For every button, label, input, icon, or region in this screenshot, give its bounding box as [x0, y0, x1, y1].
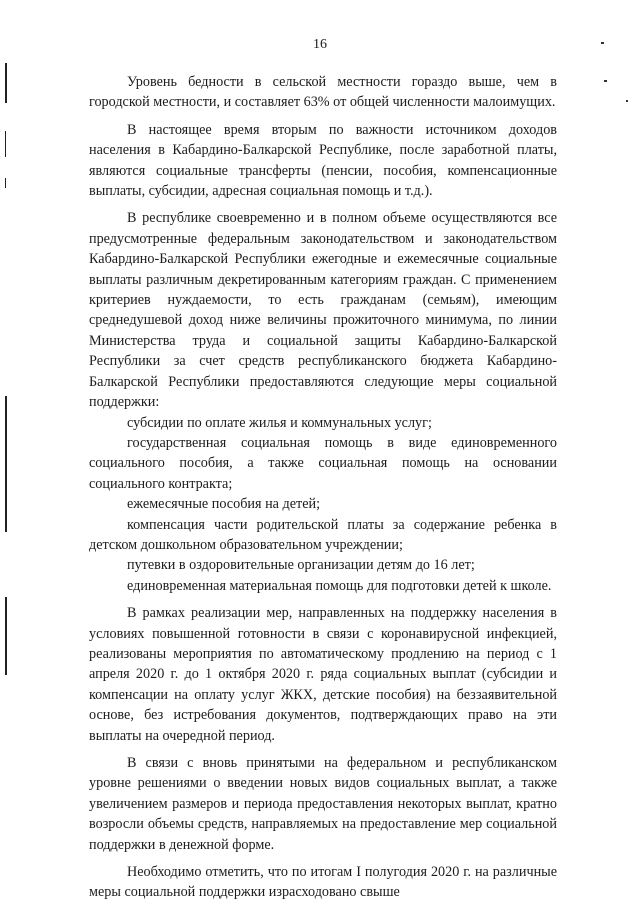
scan-mark-left-middle [5, 131, 6, 157]
document-body [89, 71, 557, 903]
scan-mark-left-small [5, 178, 6, 188]
paragraph-coronavirus-measures: В рамках реализации мер, направленных на поддержку населения в условиях повышенной готовности в связи с коронавирусной инфекцией, реализованы мероприятия по автоматическому продлению на период с 1 апреля 2020 г. до 1 октября 2020 г. ряда социальных выплат (субсидии и компенсации на оплату услуг ЖКХ, детские пособия) на беззаявительной основе, без истребования документов, подтверждающих право на эти выплаты на очередной период. [89, 605, 557, 744]
paragraph-poverty-level: Уровень бедности в сельской местности гораздо выше, чем в городской местности, и составляет 63% от общей численности малоимущих. [89, 74, 557, 111]
list-item-state-social-aid: государственная социальная помощь в виде единовременного социального пособия, а также социальная помощь на основании социального контракта; [89, 434, 557, 492]
scan-dot-top-right [601, 42, 604, 44]
paragraph-social-payments: В республике своевременно и в полном объеме осуществляются все предусмотренные федеральным законодательством и законодательством Кабардино-Балкарской Республики ежегодные и ежемесячные социальные выплаты различным декретированным категориям граждан. С применением критериев нуждаемости, то есть гражданам (семьям), имеющим среднедушевой доход ниже величины прожиточного минимума, по линии Министерства труда и социальной защиты Кабардино-Балкарской Республики за счет средств республиканского бюджета Кабардино-Балкарской Республики предоставляются следующие меры социальной поддержки: [89, 210, 557, 411]
page-number: 16 [313, 37, 327, 52]
paragraph-new-payments: В связи с вновь принятыми на федеральном и республиканском уровне решениями о введении новых видов социальных выплат, а также увеличением размеров и периода предоставления некоторых выплат, кратно возросли объемы средств, направляемых на предоставление мер социальной поддержки в денежной форме. [89, 755, 557, 853]
list-item-school-preparation-aid: единовременная материальная помощь для подготовки детей к школе. [127, 577, 552, 594]
paragraph-income-sources: В настоящее время вторым по важности источником доходов населения в Кабардино-Балкарской Республике, после заработной платы, являются социальные трансферты (пенсии, пособия, компенсационные выплаты, субсидии, адресная социальная помощь и т.д.). [89, 121, 557, 200]
scan-mark-left-long [5, 396, 7, 532]
scan-dot-right [604, 80, 607, 82]
scan-mark-left-lower [5, 597, 7, 675]
list-item-child-allowances: ежемесячные пособия на детей; [127, 496, 321, 513]
paragraph-first-half-year: Необходимо отметить, что по итогам I полугодия 2020 г. на различные меры социальной поддержки израсходовано свыше [89, 864, 557, 901]
list-item-preschool-compensation: компенсация части родительской платы за содержание ребенка в детском дошкольном образовательном учреждении; [89, 516, 557, 553]
list-item-health-vouchers: путевки в оздоровительные организации детям до 16 лет; [127, 557, 475, 574]
scan-dot-far-right [626, 100, 628, 102]
list-item-housing-subsidies: субсидии по оплате жилья и коммунальных услуг; [127, 414, 432, 431]
scan-mark-left-upper [5, 63, 7, 103]
